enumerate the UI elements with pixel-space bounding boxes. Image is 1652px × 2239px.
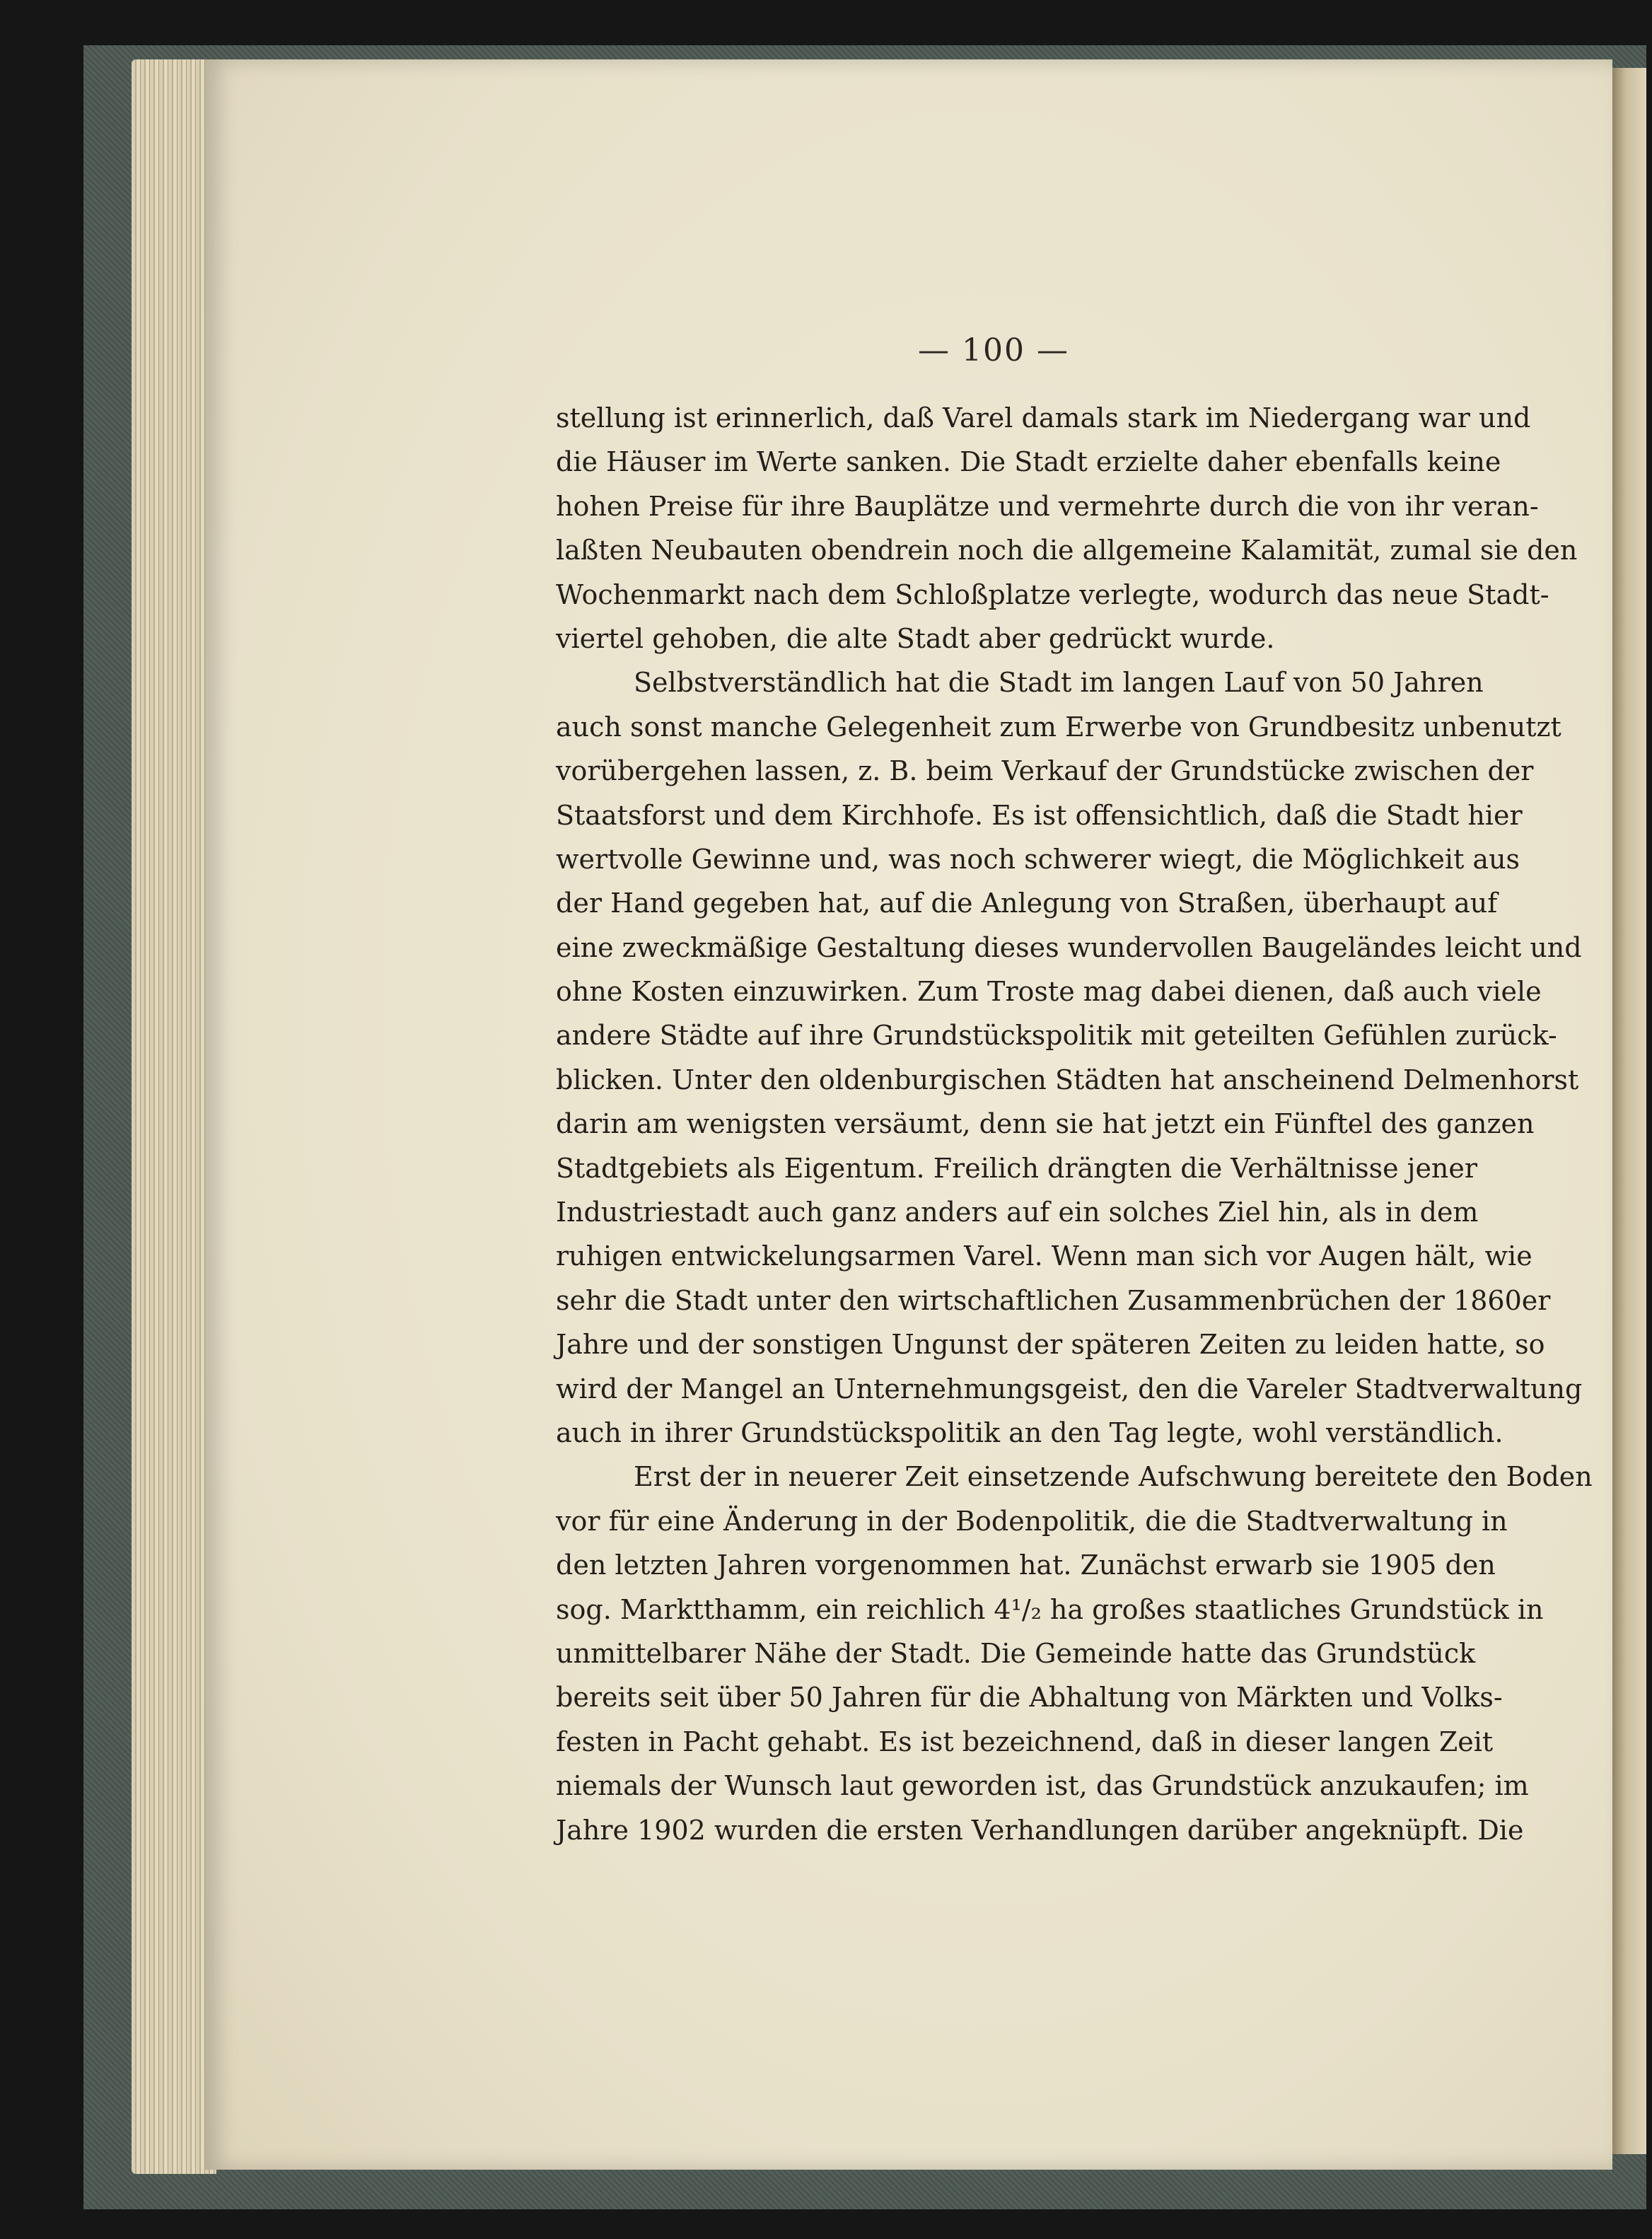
text-line: niemals der Wunsch laut geworden ist, das Grundstück anzukaufen; im	[556, 1770, 1529, 1802]
text-line: den letzten Jahren vorgenommen hat. Zunächst erwarb sie 1905 den	[556, 1549, 1496, 1581]
text-line: festen in Pacht gehabt. Es ist bezeichnend, daß in dieser langen Zeit	[556, 1726, 1494, 1757]
text-line: Staatsforst und dem Kirchhofe. Es ist offensichtlich, daß die Stadt hier	[556, 799, 1523, 831]
body-text	[556, 396, 1593, 1852]
text-line: der Hand gegeben hat, auf die Anlegung von Straßen, überhaupt auf	[556, 888, 1498, 919]
text-line: ohne Kosten einzuwirken. Zum Troste mag dabei dienen, daß auch viele	[556, 976, 1542, 1008]
text-line: wertvolle Gewinne und, was noch schwerer wiegt, die Möglichkeit aus	[556, 843, 1520, 875]
page-number: — 100 —	[918, 332, 1069, 368]
text-line: stellung ist erinnerlich, daß Varel damals stark im Niedergang war und	[556, 402, 1531, 434]
text-line: Industriestadt auch ganz anders auf ein solches Ziel hin, als in dem	[556, 1197, 1479, 1228]
text-line: hohen Preise für ihre Bauplätze und vermehrte durch die von ihr veran-	[556, 490, 1539, 522]
text-line: laßten Neubauten obendrein noch die allgemeine Kalamität, zumal sie den	[556, 535, 1578, 566]
text-line: vorübergehen lassen, z. B. beim Verkauf der Grundstücke zwischen der	[556, 755, 1534, 787]
text-line: eine zweckmäßige Gestaltung dieses wundervollen Baugeländes leicht und	[556, 931, 1582, 963]
text-line: auch sonst manche Gelegenheit zum Erwerbe von Grundbesitz unbenutzt	[556, 711, 1561, 743]
text-line: Selbstverständlich hat die Stadt im langen Lauf von 50 Jahren	[634, 667, 1484, 699]
text-line: ruhigen entwickelungsarmen Varel. Wenn man sich vor Augen hält, wie	[556, 1240, 1532, 1272]
text-line: viertel gehoben, die alte Stadt aber gedrückt wurde.	[556, 622, 1275, 654]
text-line: auch in ihrer Grundstückspolitik an den Tag legte, wohl verständlich.	[556, 1417, 1503, 1448]
text-line: bereits seit über 50 Jahren für die Abhaltung von Märkten und Volks-	[556, 1682, 1503, 1714]
text-line: Jahre und der sonstigen Ungunst der späteren Zeiten zu leiden hatte, so	[556, 1329, 1545, 1361]
next-page-edge	[1612, 68, 1646, 2154]
text-line: Wochenmarkt nach dem Schloßplatze verlegte, wodurch das neue Stadt-	[556, 578, 1549, 610]
text-line: Erst der in neuerer Zeit einsetzende Aufschwung bereitete den Boden	[634, 1461, 1593, 1493]
text-line: darin am wenigsten versäumt, denn sie hat jetzt ein Fünftel des ganzen	[556, 1108, 1535, 1140]
text-line: die Häuser im Werte sanken. Die Stadt erzielte daher ebenfalls keine	[556, 446, 1501, 478]
text-line: wird der Mangel an Unternehmungsgeist, den die Vareler Stadtverwaltung	[556, 1373, 1583, 1405]
text-line: Jahre 1902 wurden die ersten Verhandlungen darüber angeknüpft. Die	[556, 1814, 1524, 1846]
text-line: blicken. Unter den oldenburgischen Städten hat anscheinend Delmenhorst	[556, 1064, 1579, 1095]
page-edges	[132, 59, 216, 2174]
text-line: sehr die Stadt unter den wirtschaftlichen Zusammenbrüchen der 1860er	[556, 1284, 1551, 1316]
text-line: vor für eine Änderung in der Bodenpolitik, die die Stadtverwaltung in	[556, 1505, 1508, 1537]
text-line: andere Städte auf ihre Grundstückspolitik mit geteilten Gefühlen zurück-	[556, 1020, 1557, 1052]
text-line: unmittelbarer Nähe der Stadt. Die Gemeinde hatte das Grundstück	[556, 1637, 1476, 1669]
text-line: sog. Marktthamm, ein reichlich 4¹/₂ ha großes staatliches Grundstück in	[556, 1593, 1544, 1625]
text-line: Stadtgebiets als Eigentum. Freilich drängten die Verhältnisse jener	[556, 1152, 1478, 1184]
